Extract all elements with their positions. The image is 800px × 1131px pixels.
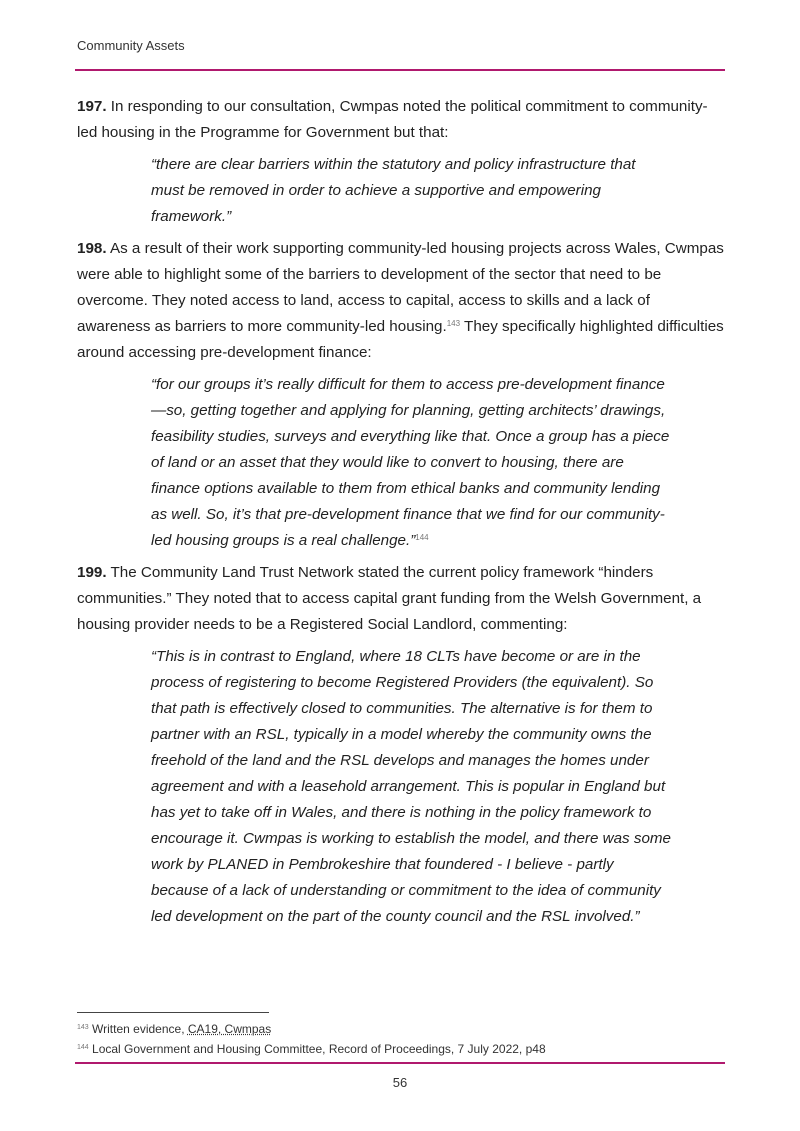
paragraph-text: The Community Land Trust Network stated the current policy framework “hinders communities.” They noted that to access capital grant funding from the Welsh Government, a housing provider needs to be a Registered Social Landlord, commenting: — [77, 564, 702, 633]
paragraph-199 — [77, 560, 725, 638]
footnote-text: Written evidence, — [92, 1022, 188, 1036]
quote-block — [151, 372, 671, 554]
page-number: 56 — [392, 1075, 408, 1090]
page-body — [77, 94, 725, 936]
quote-block: “there are clear barriers within the statutory and policy infrastructure that must be removed in order to achieve a supportive and empowering framework.” — [151, 156, 636, 225]
running-header: Community Assets — [77, 38, 185, 53]
footnote-144 — [77, 1039, 546, 1059]
footer-divider — [75, 1062, 725, 1064]
paragraph-number: 199. — [77, 564, 107, 581]
footnote-text: Local Government and Housing Committee, Record of Proceedings, 7 July 2022, p48 — [92, 1042, 546, 1056]
evidence-link[interactable]: CA19, Cwmpas — [187, 1022, 272, 1036]
footnote-marker: 143 — [77, 1024, 89, 1031]
paragraph-text-continued: They specifically highlighted difficulties around accessing pre-development finance: — [77, 318, 724, 361]
footnote-143 — [77, 1019, 546, 1039]
footnote-reference[interactable]: 143 — [446, 319, 461, 328]
paragraph-197 — [77, 94, 725, 146]
paragraph-text: As a result of their work supporting community-led housing projects across Wales, Cwmpas were able to highlight some of the barriers to development of the sector that need to be overcome. They noted access to land, access to capital, access to skills and a lack of awareness as barriers to more community-led housing. — [77, 240, 724, 335]
paragraph-number: 197. — [77, 98, 107, 115]
footnote-reference[interactable]: 144 — [415, 533, 429, 542]
footnote-divider — [77, 1012, 269, 1013]
paragraph-198 — [77, 236, 725, 366]
quote-text: “for our groups it’s really difficult for them to access pre-development finance—so, getting together and applying for planning, getting architects’ drawings, feasibility studies, surveys and everything like that. Once a group has a piece of land or an asset that they would like to convert to housing, there are finance options available to them from ethical banks and community lending as well. So, it’s that pre-development finance that we find for our community-led housing groups is a real challenge.” — [151, 376, 670, 549]
footnote-marker: 144 — [77, 1044, 89, 1051]
header-divider — [75, 69, 725, 71]
paragraph-number: 198. — [77, 240, 107, 257]
quote-block: “This is in contrast to England, where 18 CLTs have become or are in the process of registering to become Registered Providers (the equivalent). So that path is effectively closed to communities. The alternative is for them to partner with an RSL, typically in a model whereby the community owns the freehold of the land and the RSL develops and manages the homes under agreement and with a leasehold arrangement. This is popular in England but has yet to take off in Wales, and there is nothing in the policy framework to encourage it. Cwmpas is working to establish the model, and there was some work by PLANED in Pembrokeshire that foundered - I believe - partly because of a lack of understanding or commitment to the idea of community led development on the part of the county council and the RSL involved.” — [151, 648, 672, 925]
paragraph-text: In responding to our consultation, Cwmpas noted the political commitment to community-led housing in the Programme for Government but that: — [77, 98, 708, 141]
footnotes — [77, 1019, 546, 1059]
